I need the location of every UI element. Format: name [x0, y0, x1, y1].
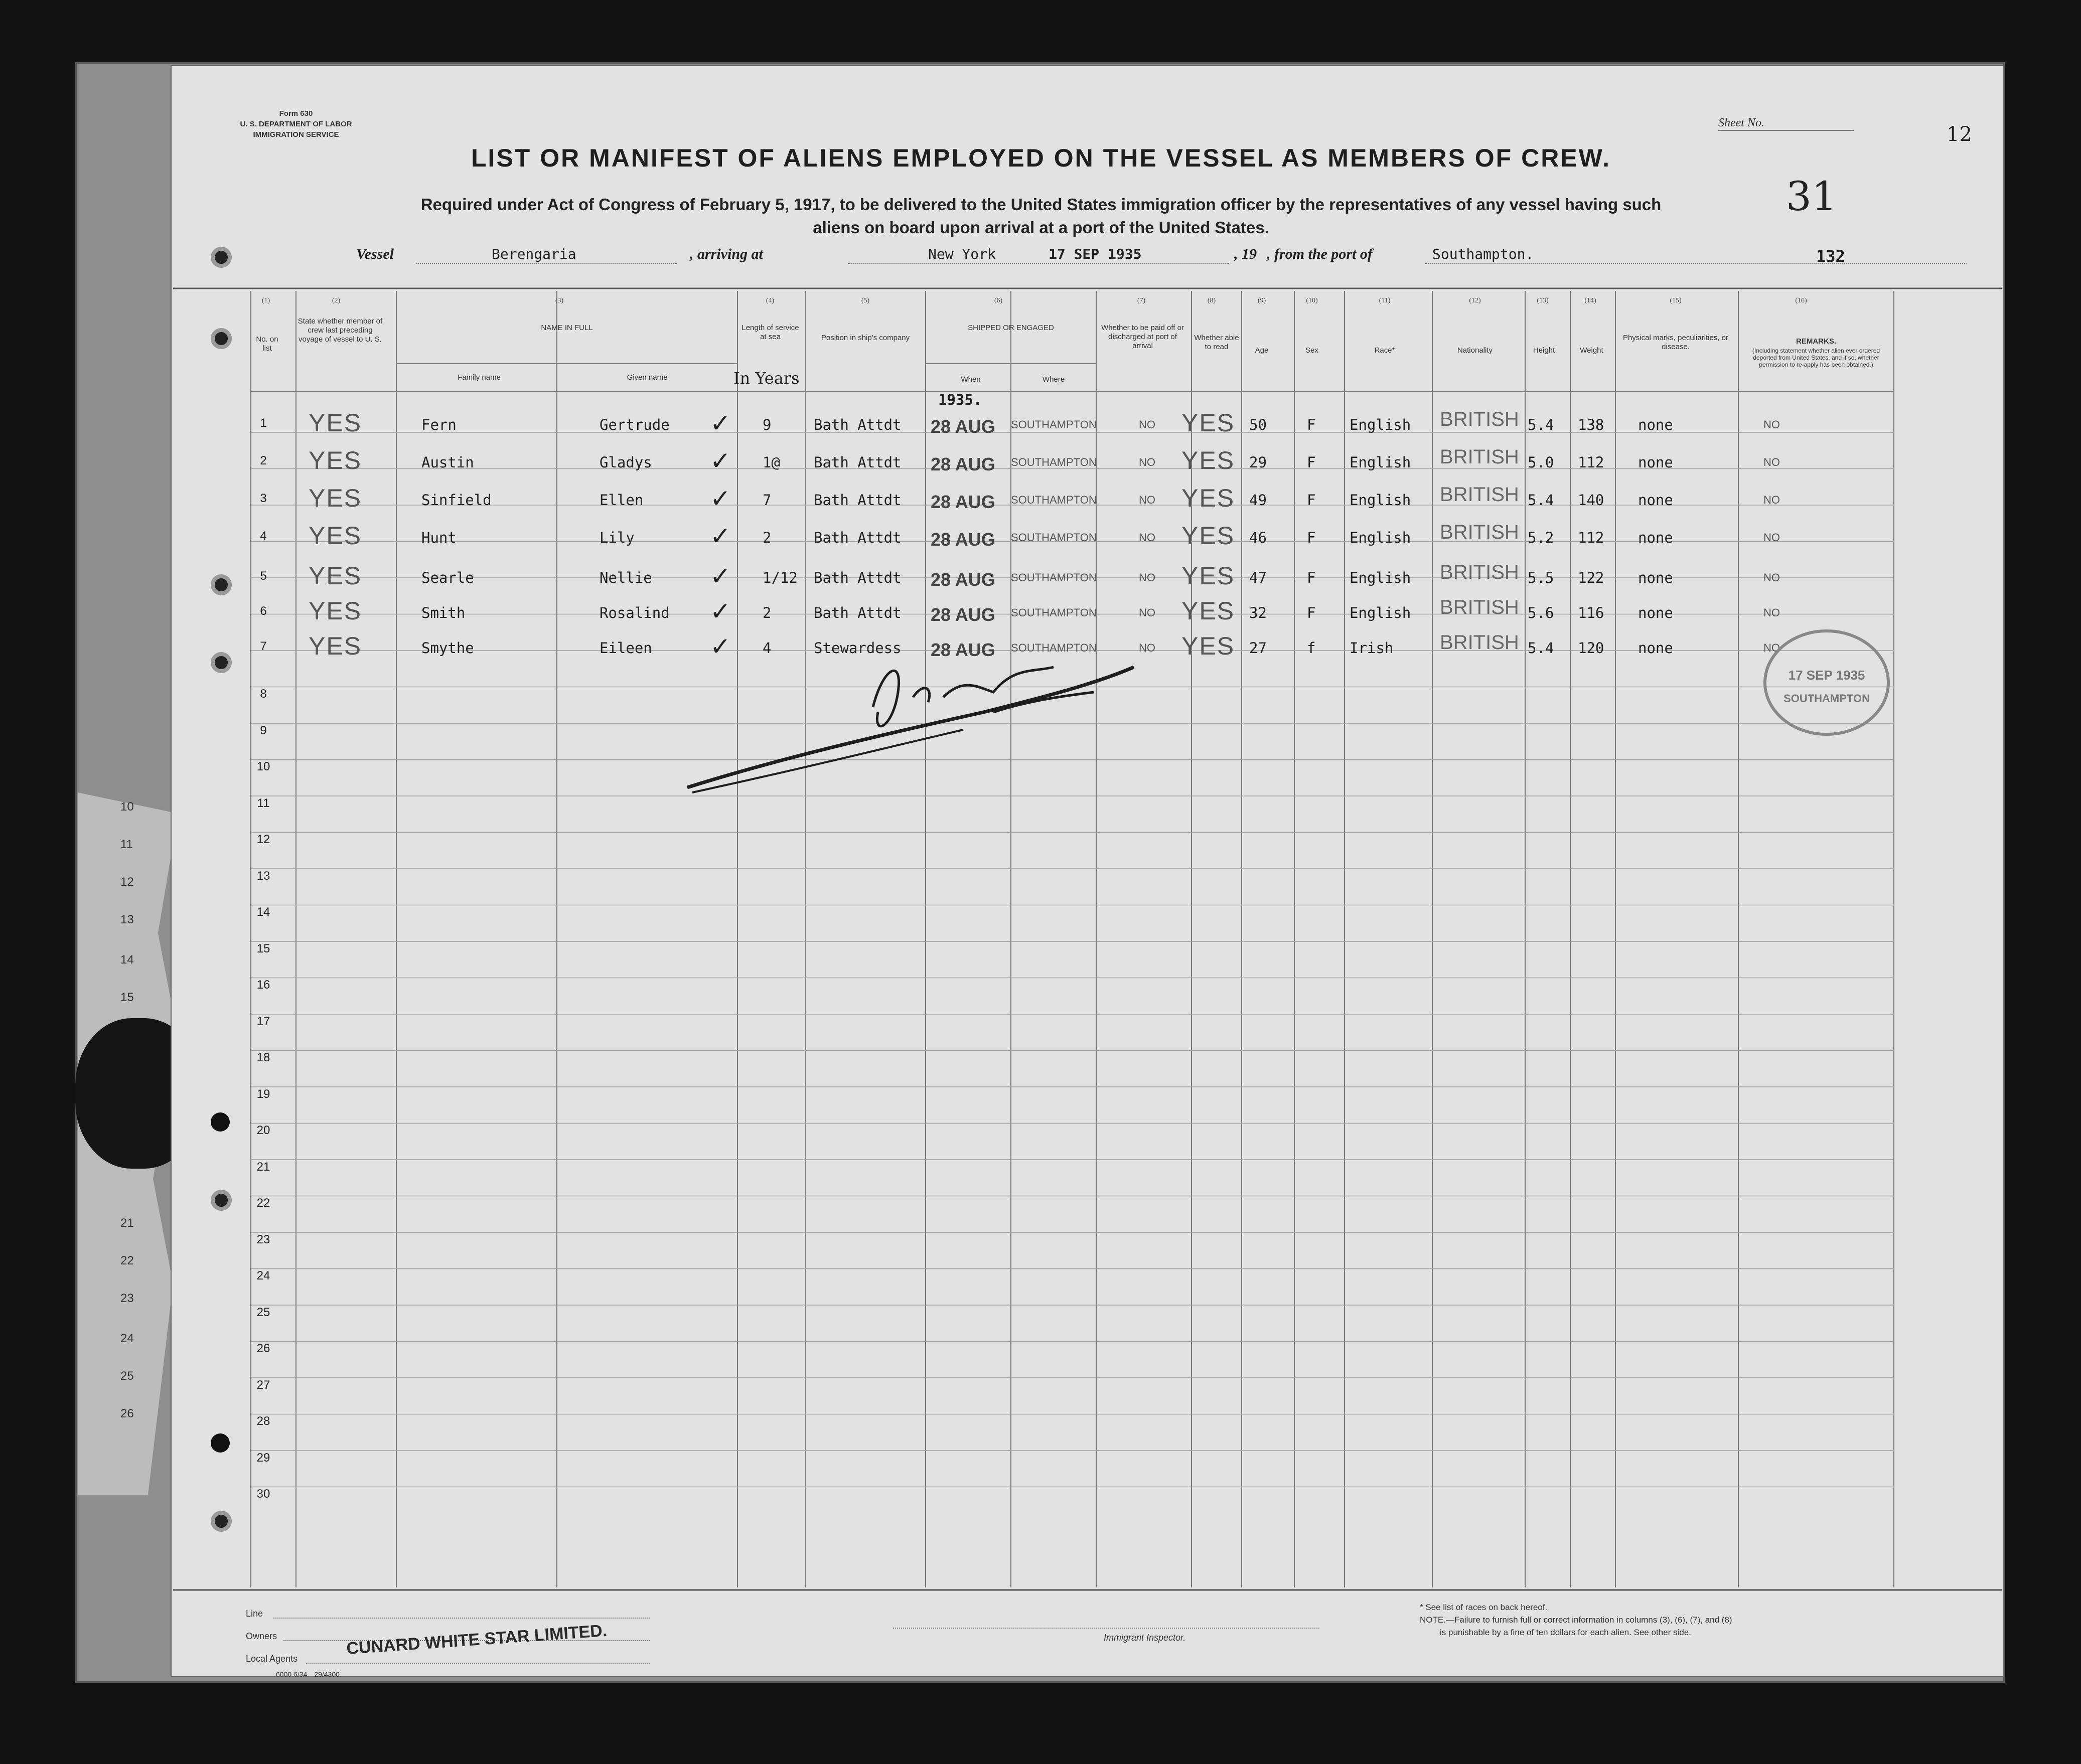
cell-height: 5.2: [1528, 529, 1554, 546]
cell-sex: F: [1307, 569, 1316, 586]
cell-no: 7: [260, 639, 267, 653]
service-units-note: In Years: [733, 369, 800, 388]
cell-when: 28 AUG: [931, 492, 995, 512]
cell-family: Smythe: [421, 639, 474, 657]
subtitle-line: Required under Act of Congress of February 5, 1917, to be delivered to the United States immigration officer by the representatives of any vessel having such: [420, 195, 1662, 214]
column-number: (9): [1257, 297, 1266, 304]
cell-family: Smith: [421, 604, 466, 621]
cell-when: 28 AUG: [931, 639, 995, 660]
cell-weight: 112: [1578, 454, 1604, 471]
column-number: (5): [861, 297, 870, 304]
row-number: 28: [256, 1414, 270, 1428]
cell-no: 3: [260, 492, 267, 505]
cell-weight: 116: [1578, 604, 1604, 621]
cell-remarks: NO: [1763, 418, 1780, 431]
departure-port: Southampton.: [1432, 246, 1534, 262]
owners-stamp: CUNARD WHITE STAR LIMITED.: [346, 1621, 608, 1659]
header-family-name: Family name: [458, 373, 501, 382]
torn-page-row-number: 22: [120, 1254, 134, 1267]
check-mark: ✓: [710, 522, 731, 550]
sheet-number-field: Sheet No.: [1718, 116, 1854, 131]
cell-family: Austin: [421, 454, 474, 471]
cell-nationality: BRITISH: [1440, 521, 1519, 543]
cell-marks: none: [1638, 492, 1673, 509]
cell-nationality: BRITISH: [1440, 408, 1519, 430]
torn-page-row-number: 11: [120, 838, 133, 851]
cell-weight: 120: [1578, 639, 1604, 657]
row-number: 16: [256, 978, 270, 992]
cell-given: Nellie: [600, 569, 652, 586]
cell-no: 1: [260, 416, 267, 430]
cell-height: 5.4: [1528, 416, 1554, 433]
arriving-label: , arriving at: [690, 246, 763, 262]
column-number: (2): [332, 297, 341, 304]
cell-service: 7: [763, 492, 772, 509]
cell-family: Searle: [421, 569, 474, 586]
cell-height: 5.4: [1528, 492, 1554, 509]
torn-page-row-number: 13: [120, 913, 134, 926]
check-mark: ✓: [710, 562, 731, 590]
cell-weight: 140: [1578, 492, 1604, 509]
torn-page-row-number: 24: [120, 1332, 134, 1345]
cell-given: Rosalind: [600, 604, 670, 621]
subtitle-line: aliens on board upon arrival at a port of the United States.: [813, 218, 1269, 237]
cell-position: Bath Attdt: [814, 454, 902, 471]
cell-read: YES: [1181, 484, 1235, 512]
header-age: Age: [1255, 346, 1269, 355]
arrival-date-stamp: 17 SEP 1935: [1049, 246, 1142, 262]
cell-family: Sinfield: [421, 492, 492, 509]
header-length-of-service: Length of service at sea: [741, 324, 799, 341]
cell-remarks: NO: [1763, 456, 1780, 468]
cell-marks: none: [1638, 604, 1673, 621]
from-label: , from the port of: [1267, 246, 1373, 262]
cell-position: Bath Attdt: [814, 492, 902, 509]
cell-nationality: BRITISH: [1440, 596, 1519, 618]
row-number: 19: [256, 1087, 270, 1101]
cell-marks: none: [1638, 639, 1673, 657]
cell-crew: YES: [309, 562, 362, 590]
cell-read: YES: [1181, 597, 1235, 625]
port-stamp: [1763, 629, 1890, 736]
cell-paid-off: NO: [1139, 642, 1155, 654]
port-stamp-date: 17 SEP 1935: [1788, 668, 1865, 683]
cell-service: 2: [763, 529, 772, 546]
header-crew-last-voyage: State whether member of crew last preceding voyage of vessel to U. S.: [298, 317, 383, 344]
torn-page-row-number: 15: [120, 991, 134, 1004]
form-id-line: Form 630: [279, 109, 313, 118]
footer-note-penalty-cont: is punishable by a fine of ten dollars for each alien. See other side.: [1440, 1628, 1691, 1637]
cell-height: 5.0: [1528, 454, 1554, 471]
header-weight: Weight: [1580, 346, 1603, 355]
inspector-signature: [682, 637, 1154, 803]
cell-position: Stewardess: [814, 639, 902, 657]
cell-where: SOUTHAMPTON: [1011, 418, 1097, 431]
check-mark: ✓: [710, 597, 731, 625]
cell-paid-off: NO: [1139, 418, 1155, 431]
footer-note-penalty: NOTE.—Failure to furnish full or correct information in columns (3), (6), (7), and (8): [1420, 1615, 1732, 1625]
row-number: 12: [256, 833, 270, 846]
cell-paid-off: NO: [1139, 456, 1155, 468]
cell-sex: F: [1307, 492, 1316, 509]
cell-age: 29: [1249, 454, 1267, 471]
column-number: (6): [994, 297, 1003, 304]
cell-marks: none: [1638, 416, 1673, 433]
row-number: 18: [256, 1051, 270, 1064]
header-where: Where: [1042, 375, 1065, 384]
row-number: 14: [256, 905, 270, 919]
row-number: 26: [256, 1342, 270, 1355]
year-label: , 19: [1234, 246, 1257, 262]
cell-race: English: [1350, 416, 1411, 433]
row-number: 20: [256, 1124, 270, 1137]
cell-no: 6: [260, 604, 267, 618]
cell-weight: 122: [1578, 569, 1604, 586]
column-number: (4): [766, 297, 775, 304]
header-no-on-list: No. on list: [256, 335, 278, 353]
port-stamp-place: SOUTHAMPTON: [1783, 692, 1870, 705]
row-number: 15: [256, 941, 270, 955]
handwritten-sheet-number: 31: [1786, 173, 1837, 220]
cell-sex: F: [1307, 604, 1316, 621]
cell-read: YES: [1181, 522, 1235, 550]
cell-remarks: NO: [1763, 494, 1780, 506]
header-when: When: [961, 375, 981, 384]
cell-nationality: BRITISH: [1440, 561, 1519, 583]
year-stamp: 1935.: [938, 391, 982, 408]
page-title: LIST OR MANIFEST OF ALIENS EMPLOYED ON THE VESSEL AS MEMBERS OF CREW.: [471, 144, 1611, 172]
torn-page-row-number: 25: [120, 1369, 134, 1383]
cell-sex: F: [1307, 416, 1316, 433]
cell-height: 5.4: [1528, 639, 1554, 657]
cell-read: YES: [1181, 409, 1235, 437]
row-number: 21: [256, 1160, 270, 1174]
line-label: Line: [246, 1609, 263, 1619]
cell-remarks: NO: [1763, 571, 1780, 584]
cell-read: YES: [1181, 562, 1235, 590]
cell-crew: YES: [309, 632, 362, 660]
cell-paid-off: NO: [1139, 531, 1155, 544]
cell-race: English: [1350, 492, 1411, 509]
header-height: Height: [1533, 346, 1555, 355]
row-number: 24: [256, 1269, 270, 1282]
cell-given: Gertrude: [600, 416, 670, 433]
column-number: (7): [1137, 297, 1146, 304]
handwritten-corner-mark: 12: [1947, 123, 1972, 146]
page-number: 132: [1816, 247, 1845, 266]
column-number: (11): [1379, 297, 1391, 304]
cell-where: SOUTHAMPTON: [1011, 606, 1097, 619]
cell-service: 2: [763, 604, 772, 621]
cell-height: 5.6: [1528, 604, 1554, 621]
cell-read: YES: [1181, 632, 1235, 660]
row-number: 13: [256, 869, 270, 883]
cell-sex: F: [1307, 529, 1316, 546]
cell-position: Bath Attdt: [814, 604, 902, 621]
header-remarks-note: (Including statement whether alien ever ordered deported from United States, and if so, whether permission to re-apply has been obtained.): [1752, 347, 1880, 368]
footer-note-races: * See list of races on back hereof.: [1420, 1602, 1548, 1612]
header-position: Position in ship's company: [821, 334, 910, 342]
header-shipped-engaged: SHIPPED OR ENGAGED: [968, 324, 1054, 332]
cell-crew: YES: [309, 409, 362, 437]
column-number: (8): [1207, 297, 1216, 304]
row-number: 30: [256, 1487, 270, 1501]
cell-given: Ellen: [600, 492, 644, 509]
cell-where: SOUTHAMPTON: [1011, 531, 1097, 544]
print-code: 6000 6/34—29/4300: [276, 1670, 340, 1678]
cell-no: 5: [260, 569, 267, 583]
cell-service: 9: [763, 416, 772, 433]
check-mark: ✓: [710, 632, 731, 661]
cell-service: 1@: [763, 454, 780, 471]
arrival-port: New York: [928, 246, 996, 262]
cell-sex: f: [1307, 639, 1316, 657]
cell-age: 46: [1249, 529, 1267, 546]
column-number: (15): [1670, 297, 1682, 304]
cell-age: 27: [1249, 639, 1267, 657]
cell-race: English: [1350, 529, 1411, 546]
cell-when: 28 AUG: [931, 604, 995, 625]
column-number: (16): [1795, 297, 1807, 304]
cell-where: SOUTHAMPTON: [1011, 571, 1097, 584]
cell-marks: none: [1638, 569, 1673, 586]
cell-crew: YES: [309, 484, 362, 512]
cell-race: English: [1350, 454, 1411, 471]
header-paid-off: Whether to be paid off or discharged at port of arrival: [1101, 324, 1184, 350]
cell-paid-off: NO: [1139, 494, 1155, 506]
cell-when: 28 AUG: [931, 529, 995, 550]
header-physical-marks: Physical marks, peculiarities, or disease.: [1622, 334, 1729, 351]
cell-where: SOUTHAMPTON: [1011, 456, 1097, 468]
cell-remarks: NO: [1763, 606, 1780, 619]
immigrant-inspector-label: Immigrant Inspector.: [1104, 1633, 1186, 1643]
cell-given: Gladys: [600, 454, 652, 471]
cell-race: English: [1350, 604, 1411, 621]
cell-nationality: BRITISH: [1440, 446, 1519, 468]
column-number: (12): [1469, 297, 1481, 304]
row-number: 11: [257, 796, 270, 810]
cell-race: Irish: [1350, 639, 1394, 657]
cell-age: 50: [1249, 416, 1267, 433]
row-number: 27: [256, 1378, 270, 1392]
cell-paid-off: NO: [1139, 571, 1155, 584]
cell-no: 2: [260, 454, 267, 467]
torn-page-row-number: 14: [120, 953, 134, 967]
torn-page-row-number: 23: [120, 1292, 134, 1305]
cell-paid-off: NO: [1139, 606, 1155, 619]
check-mark: ✓: [710, 485, 731, 513]
cell-remarks: NO: [1763, 642, 1780, 654]
cell-nationality: BRITISH: [1440, 484, 1519, 506]
cell-crew: YES: [309, 597, 362, 625]
cell-given: Eileen: [600, 639, 652, 657]
vessel-label: Vessel: [356, 246, 394, 262]
cell-height: 5.5: [1528, 569, 1554, 586]
cell-position: Bath Attdt: [814, 416, 902, 433]
cell-age: 32: [1249, 604, 1267, 621]
cell-family: Fern: [421, 416, 457, 433]
cell-age: 49: [1249, 492, 1267, 509]
cell-position: Bath Attdt: [814, 569, 902, 586]
column-number: (10): [1306, 297, 1318, 304]
torn-page-row-number: 10: [120, 800, 134, 814]
cell-marks: none: [1638, 529, 1673, 546]
column-number: (3): [555, 297, 564, 304]
cell-when: 28 AUG: [931, 416, 995, 437]
cell-age: 47: [1249, 569, 1267, 586]
cell-marks: none: [1638, 454, 1673, 471]
row-number: 22: [256, 1196, 270, 1210]
header-given-name: Given name: [627, 373, 668, 382]
cell-no: 4: [260, 529, 267, 543]
local-agents-label: Local Agents: [246, 1654, 298, 1664]
cell-crew: YES: [309, 446, 362, 474]
header-sex: Sex: [1305, 346, 1318, 355]
row-number: 8: [260, 687, 267, 701]
cell-when: 28 AUG: [931, 569, 995, 590]
torn-page-row-number: 12: [120, 875, 134, 889]
form-id-line: IMMIGRATION SERVICE: [253, 130, 339, 139]
form-id-line: U. S. DEPARTMENT OF LABOR: [240, 120, 352, 128]
cell-race: English: [1350, 569, 1411, 586]
row-number: 29: [256, 1451, 270, 1465]
row-number: 17: [256, 1014, 270, 1028]
owners-label: Owners: [246, 1631, 277, 1641]
cell-where: SOUTHAMPTON: [1011, 494, 1097, 506]
cell-weight: 138: [1578, 416, 1604, 433]
cell-remarks: NO: [1763, 531, 1780, 544]
row-number: 9: [260, 723, 267, 737]
row-number: 10: [256, 760, 270, 773]
vessel-name: Berengaria: [492, 246, 576, 262]
cell-family: Hunt: [421, 529, 457, 546]
cell-service: 1/12: [763, 569, 798, 586]
cell-read: YES: [1181, 446, 1235, 474]
cell-when: 28 AUG: [931, 454, 995, 474]
row-number: 23: [256, 1232, 270, 1246]
cell-nationality: BRITISH: [1440, 631, 1519, 654]
cell-position: Bath Attdt: [814, 529, 902, 546]
cell-where: SOUTHAMPTON: [1011, 642, 1097, 654]
check-mark: ✓: [710, 409, 731, 437]
torn-page-row-number: 26: [120, 1407, 134, 1420]
cell-sex: F: [1307, 454, 1316, 471]
torn-page-row-number: 21: [120, 1216, 134, 1230]
header-able-to-read: Whether able to read: [1194, 334, 1239, 351]
column-number: (13): [1537, 297, 1549, 304]
column-number: (1): [261, 297, 270, 304]
header-race: Race*: [1374, 346, 1395, 355]
header-remarks: REMARKS.: [1796, 337, 1836, 346]
row-number: 25: [256, 1305, 270, 1319]
cell-crew: YES: [309, 522, 362, 550]
cell-service: 4: [763, 639, 772, 657]
column-number: (14): [1584, 297, 1596, 304]
check-mark: ✓: [710, 447, 731, 475]
header-name-in-full: NAME IN FULL: [541, 324, 593, 332]
cell-given: Lily: [600, 529, 635, 546]
header-nationality: Nationality: [1457, 346, 1493, 355]
cell-weight: 112: [1578, 529, 1604, 546]
